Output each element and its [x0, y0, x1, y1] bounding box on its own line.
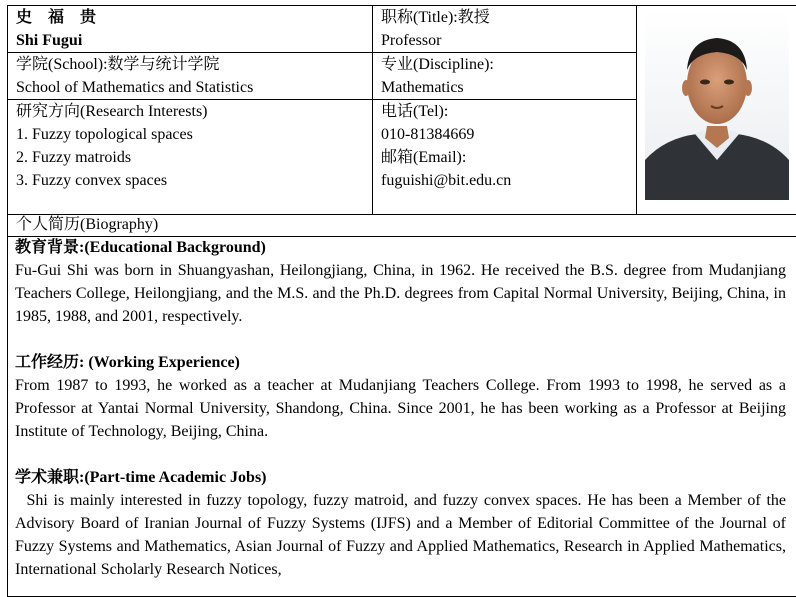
jobs-title: 学术兼职:(Part-time Academic Jobs)	[15, 466, 786, 489]
email-label: 邮箱(Email):	[381, 146, 636, 169]
school-label: 学院(School):数学与统计学院	[16, 53, 372, 76]
tel-value: 010-81384669	[381, 123, 636, 146]
research-item: 3. Fuzzy convex spaces	[16, 169, 372, 192]
portrait-photo	[645, 10, 789, 200]
work-text: From 1987 to 1993, he worked as a teacher at Mudanjiang Teachers College. From 1993 to 1998, he served as a Professor at Yantai Normal University, Shandong, China. Since 2001, he has been working as a Professor at Beijing Institute of Technology, Beijing, China.	[15, 374, 786, 443]
school-value: School of Mathematics and Statistics	[16, 76, 372, 99]
photo-cell	[637, 6, 796, 215]
education-text: Fu-Gui Shi was born in Shuangyashan, Heilongjiang, China, in 1962. He received the B.S. degree from Mudanjiang Teachers College, Heilongjiang, and the M.S. and the Ph.D. degrees from Capital Normal University, Beijing, China, in 1985, 1988, and 2001, respectively.	[15, 259, 786, 328]
name-chinese: 史 福 贵	[16, 6, 372, 29]
discipline-value: Mathematics	[381, 76, 636, 99]
section-gap	[15, 328, 786, 351]
title-label: 职称(Title):教授	[381, 6, 636, 29]
research-item: 2. Fuzzy matroids	[16, 146, 372, 169]
school-cell	[8, 53, 373, 100]
research-item: 1. Fuzzy topological spaces	[16, 123, 372, 146]
portrait-photo-icon	[645, 10, 789, 200]
email-value: fuguishi@bit.edu.cn	[381, 169, 636, 192]
biography-body	[15, 236, 786, 581]
research-label: 研究方向(Research Interests)	[16, 100, 372, 123]
tel-label: 电话(Tel):	[381, 100, 636, 123]
work-title: 工作经历: (Working Experience)	[15, 351, 786, 374]
education-title: 教育背景:(Educational Background)	[15, 236, 786, 259]
title-value: Professor	[381, 29, 636, 52]
name-cell	[8, 6, 373, 53]
title-cell	[373, 6, 637, 53]
research-cell	[8, 100, 373, 215]
contact-cell	[373, 100, 637, 215]
name-english: Shi Fugui	[16, 29, 372, 52]
discipline-cell	[373, 53, 637, 100]
section-gap	[15, 443, 786, 466]
biography-header: 个人简历(Biography)	[8, 215, 796, 237]
jobs-text: Shi is mainly interested in fuzzy topology, fuzzy matroid, and fuzzy convex spaces. He has been a Member of the Advisory Board of Iranian Journal of Fuzzy Systems (IJFS) and a Member of Editorial Committee of the Journal of Fuzzy Systems and Mathematics, Asian Journal of Fuzzy and Applied Mathematics, Research in Applied Mathematics, International Scholarly Research Notices,	[15, 489, 786, 581]
discipline-label: 专业(Discipline):	[381, 53, 636, 76]
